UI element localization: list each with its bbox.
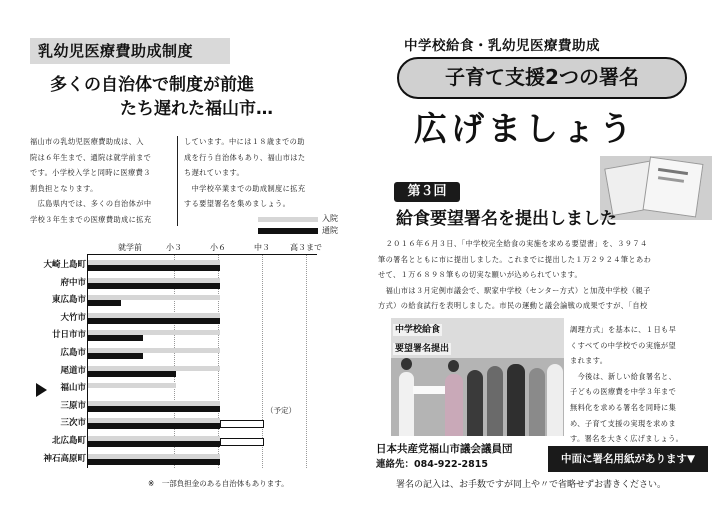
text-line: です。小学校入学と同時に医療費３: [30, 168, 151, 178]
gridline: [262, 254, 263, 468]
category-label: 東広島市: [51, 295, 86, 306]
x-axis-line: [87, 254, 317, 255]
contact-phone: 連絡先：084-922-2815: [376, 459, 488, 470]
text-line: ２０１６年６月３日、「中学校完全給食の実施を求める要望書」を、３９７４: [378, 239, 648, 248]
text-line: 広島県内では、多くの自治体が中: [30, 199, 152, 209]
insert-notice-text: 中面に署名用紙があります▼: [560, 453, 696, 465]
photo-sign-2: 要望署名提出: [395, 344, 450, 354]
bar-outpatient: [88, 406, 220, 412]
text-line: 福山市は３月定例市議会で、駅家中学校（センター方式）と加茂中学校（親子: [378, 285, 651, 295]
left-headline-1: 多くの自治体で制度が前進: [50, 75, 254, 95]
x-tick-label: 小３: [166, 243, 182, 252]
x-tick-label: 小６: [210, 243, 226, 252]
text-line: 成を行う自治体もあり、福山市はた: [184, 152, 306, 162]
legend-label-inpatient: 入院: [322, 214, 338, 223]
text-line: め、子育て支援の実現を求めま: [570, 418, 676, 428]
right-column: [570, 322, 710, 447]
photo-sign-1: 中学校給食: [395, 325, 441, 335]
category-label: 府中市: [60, 277, 86, 288]
text-line: 院は６年生まで、通院は就学前まで: [30, 152, 152, 162]
text-line: 割負担となります。: [30, 183, 98, 193]
bar-outpatient: [88, 423, 220, 429]
x-tick-label: 就学前: [118, 243, 142, 252]
left-headline-2: たち遅れた福山市…: [120, 99, 273, 119]
category-label: 北広島町: [51, 436, 86, 446]
bar-outpatient: [88, 318, 220, 324]
x-tick-label: 高３まで: [290, 243, 322, 252]
right-big-title: 広げましょう: [414, 109, 636, 148]
right-heading: 給食要望署名を提出しました: [396, 209, 617, 229]
category-label: 三原市: [60, 400, 86, 411]
text-line: ち遅れています。: [184, 168, 245, 178]
text-line: 調理方式」を基本に、１日も早: [570, 325, 677, 334]
chart-footnote: ※ 一部負担金のある自治体もあります。: [148, 479, 289, 488]
category-label: 広島市: [60, 348, 86, 358]
bar-inpatient: [88, 383, 176, 388]
text-line: する要望署名を集めましょう。: [184, 199, 291, 209]
category-label: 大崎上島町: [43, 260, 86, 270]
text-line: 中学校卒業までの助成制度に拡充: [184, 183, 306, 193]
organization-name: 日本共産党福山市議会議員団: [376, 443, 513, 455]
legend-swatch-outpatient: [258, 228, 318, 234]
x-tick-label: 中３: [254, 243, 270, 252]
category-label: 尾道市: [60, 365, 86, 376]
bar-outpatient: [88, 459, 220, 465]
text-line: 筆の署名とともに市に提出しました。これまでに提出した１万２９２４筆とあわ: [378, 254, 652, 264]
category-label: 廿日市市: [51, 330, 86, 341]
legend-swatch-inpatient: [258, 217, 318, 222]
bar-outpatient: [88, 265, 220, 271]
category-label: 大竹市: [60, 312, 86, 323]
bar-outpatient: [88, 335, 143, 341]
text-line: しています。中には１８歳までの助: [184, 137, 305, 146]
bar-outpatient: [88, 283, 220, 289]
text-line: 学校３年生までの医療費助成に拡充: [30, 214, 152, 224]
gridline: [306, 254, 307, 468]
text-line: まれます。: [570, 356, 608, 366]
text-line: くすべての中学校での実施が望: [570, 340, 677, 350]
category-label: 神石高原町: [43, 453, 86, 464]
text-line: 子どもの医療費を中学３年まで: [570, 387, 677, 397]
right-paragraph: [378, 236, 698, 314]
legend-label-outpatient: 通院: [322, 226, 338, 235]
text-line: 今後は、新しい給食署名と、: [570, 371, 677, 381]
bar-outpatient: [88, 300, 121, 306]
text-line: せて、１万６８９８筆もの切実な願いが込められています。: [378, 270, 583, 280]
planned-label: （予定）: [266, 406, 296, 415]
text-line: す。署名を大きく広げましょう。: [570, 434, 684, 444]
bar-outpatient: [88, 353, 143, 359]
text-line: 方式）の給食試行を表明しました。市民の運動と議会論戦の成果ですが、「自校: [378, 301, 648, 311]
footer-note: 署名の記入は、お手数ですが同上や〃で省略せずお書きください。: [396, 480, 667, 490]
right-title: 子育て支援2つの署名: [445, 65, 639, 89]
fukuyama-pointer-icon: [36, 383, 47, 397]
right-subtitle: 中学校給食・乳幼児医療費助成: [404, 38, 600, 54]
text-line: 無料化を求める署名を同時に集: [570, 402, 677, 412]
bar-planned: [220, 438, 264, 446]
text-line: 福山市の乳幼児医療費助成は、入: [30, 137, 144, 146]
category-label: 三次市: [60, 418, 86, 429]
category-label: 福山市: [60, 383, 86, 394]
left-banner-text: 乳幼児医療費助成制度: [38, 42, 194, 60]
bar-outpatient: [88, 371, 176, 377]
badge-text: 第３回: [407, 184, 447, 199]
bar-outpatient: [88, 441, 220, 447]
bar-planned: [220, 420, 264, 428]
submission-photo: [391, 318, 564, 436]
